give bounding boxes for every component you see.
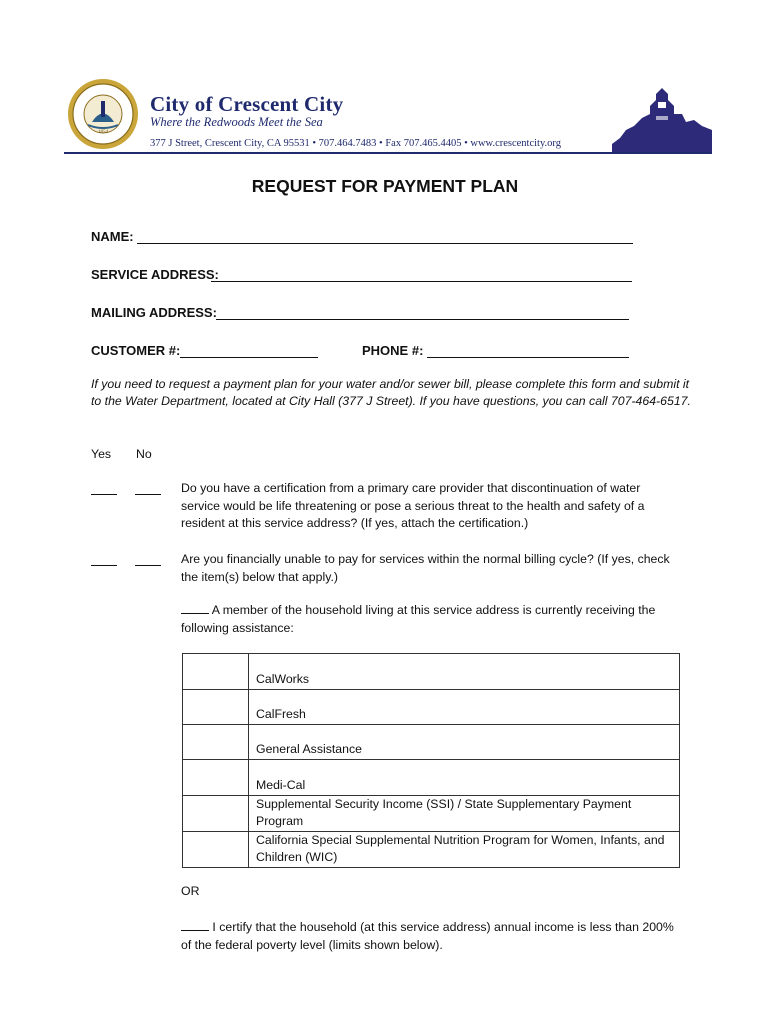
q1-no-blank[interactable] (135, 494, 161, 495)
city-seal-logo (66, 77, 140, 151)
table-row (183, 725, 680, 760)
mailing-address-label: MAILING ADDRESS: (91, 305, 217, 320)
table-row (183, 796, 680, 832)
service-address-field[interactable] (211, 281, 632, 282)
income-certification-text: I certify that the household (at this service address) annual income is less than 200% of the federal poverty level (limits shown below). (181, 920, 674, 952)
income-certification (181, 919, 681, 954)
instructions-paragraph: If you need to request a payment plan for your water and/or sewer bill, please complete this form and submit it to the Water Department, located at City Hall (377 J Street). If you have questions, you can call 707-464-6517. (91, 377, 691, 408)
assistance-intro (181, 602, 681, 637)
q1-yes-blank[interactable] (91, 494, 117, 495)
assistance-checkbox-cell[interactable] (183, 725, 249, 760)
assistance-checkbox-cell[interactable] (183, 832, 249, 868)
income-cert-blank[interactable] (181, 930, 209, 931)
phone-label: PHONE #: (362, 343, 424, 358)
assistance-item: Medi-Cal (249, 760, 680, 796)
lighthouse-icon (612, 86, 712, 152)
assistance-table (182, 653, 680, 868)
yes-column-label: Yes (91, 447, 112, 461)
mailing-address-field[interactable] (216, 319, 629, 320)
or-label: OR (181, 884, 200, 898)
customer-number-field[interactable] (180, 357, 318, 358)
assistance-checkbox-cell[interactable] (183, 690, 249, 725)
header-rule (64, 152, 712, 154)
phone-field[interactable] (427, 357, 629, 358)
city-tagline: Where the Redwoods Meet the Sea (150, 115, 323, 129)
assistance-checkbox-cell[interactable] (183, 796, 249, 832)
table-row (183, 832, 680, 868)
table-row (183, 760, 680, 796)
assistance-check-blank[interactable] (181, 613, 209, 614)
seal-year: 1854 (98, 130, 108, 135)
service-address-label: SERVICE ADDRESS: (91, 267, 219, 282)
table-row (183, 654, 680, 690)
table-row (183, 690, 680, 725)
name-label: NAME: (91, 229, 134, 244)
q2-yes-blank[interactable] (91, 565, 117, 566)
no-column-label: No (136, 447, 152, 461)
city-name: City of Crescent City (150, 92, 344, 116)
assistance-item: Supplemental Security Income (SSI) / State Supplementary Payment Program (249, 796, 680, 832)
question-1-text: Do you have a certification from a primary care provider that discontinuation of water service would be life threatening or pose a serious threat to the health and safety of a resident at this service address? (If yes, attach the certification.) (181, 481, 645, 530)
customer-number-label: CUSTOMER #: (91, 343, 181, 358)
assistance-checkbox-cell[interactable] (183, 760, 249, 796)
name-field[interactable] (137, 243, 633, 244)
assistance-item: CalWorks (249, 654, 680, 690)
form-title: REQUEST FOR PAYMENT PLAN (251, 176, 519, 196)
assistance-item: General Assistance (249, 725, 680, 760)
assistance-intro-text: A member of the household living at this service address is currently receiving the following assistance: (181, 603, 656, 635)
q2-no-blank[interactable] (135, 565, 161, 566)
assistance-item: CalFresh (249, 690, 680, 725)
assistance-checkbox-cell[interactable] (183, 654, 249, 690)
city-contact-info: 377 J Street, Crescent City, CA 95531 • 707.464.7483 • Fax 707.465.4405 • www.crescentcity.org (150, 138, 561, 149)
question-2-text: Are you financially unable to pay for services within the normal billing cycle? (If yes, check the item(s) below that apply.) (181, 552, 670, 584)
assistance-item: California Special Supplemental Nutrition Program for Women, Infants, and Children (WIC) (249, 832, 680, 868)
